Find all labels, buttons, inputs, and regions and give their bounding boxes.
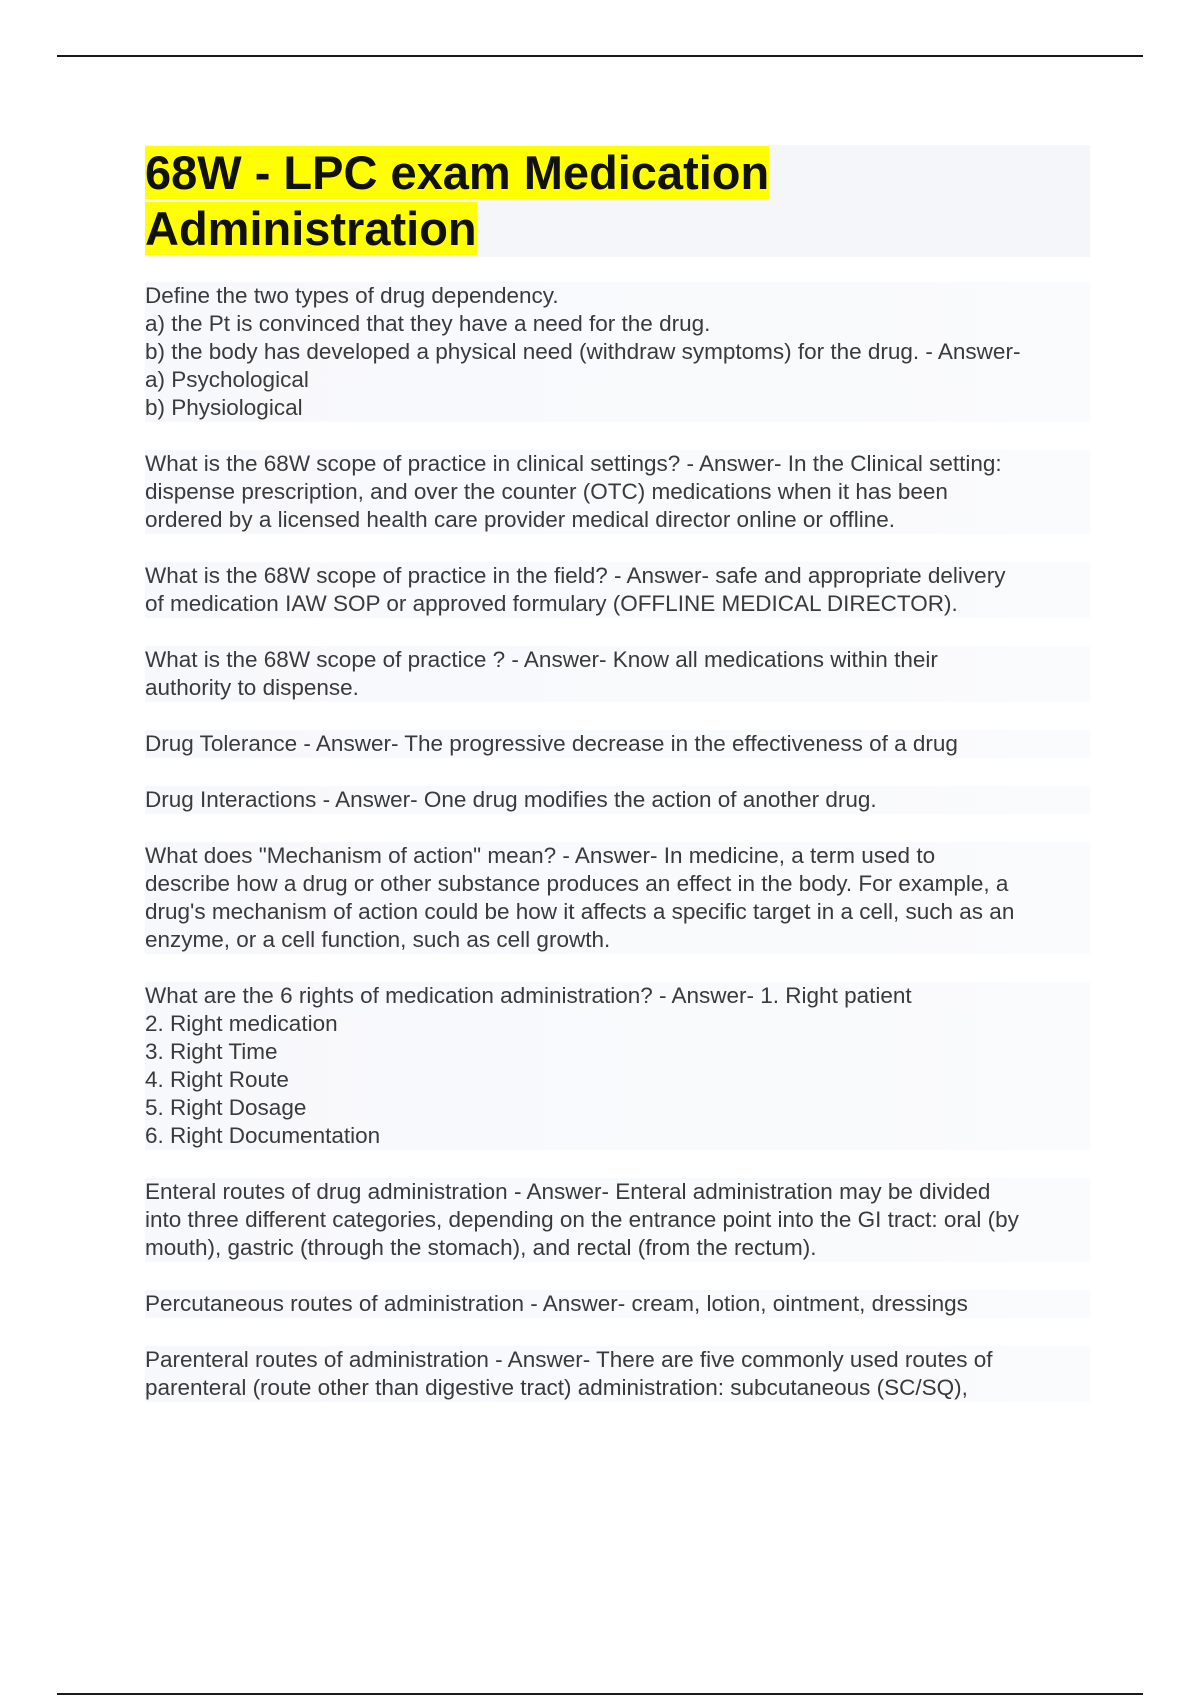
qa-entry-scope-practice: What is the 68W scope of practice ? - Answer- Know all medications within their authority to dispense. <box>145 646 1090 702</box>
qa-entry-scope-clinical: What is the 68W scope of practice in clinical settings? - Answer- In the Clinical setting: dispense prescription, and over the counter (OTC) medications when it has been ordered by a licensed health care provider medical director online or offline. <box>145 450 1090 534</box>
document-page <box>145 145 1090 1430</box>
qa-entry-enteral-routes: Enteral routes of drug administration - Answer- Enteral administration may be divided into three different categories, depending on the entrance point into the GI tract: oral (by mouth), gastric (through the stomach), and rectal (from the rectum). <box>145 1178 1090 1262</box>
qa-entry-drug-tolerance: Drug Tolerance - Answer- The progressive decrease in the effectiveness of a drug <box>145 730 1090 758</box>
qa-entry-parenteral-routes: Parenteral routes of administration - Answer- There are five commonly used routes of parenteral (route other than digestive tract) administration: subcutaneous (SC/SQ), <box>145 1346 1090 1402</box>
page-title <box>145 145 1090 257</box>
qa-entry-mechanism-of-action: What does "Mechanism of action" mean? - Answer- In medicine, a term used to describe how a drug or other substance produces an effect in the body. For example, a drug's mechanism of action could be how it affects a specific target in a cell, such as an enzyme, or a cell function, such as cell growth. <box>145 842 1090 954</box>
qa-entry-drug-interactions: Drug Interactions - Answer- One drug modifies the action of another drug. <box>145 786 1090 814</box>
top-rule <box>57 55 1143 57</box>
qa-entry-six-rights: What are the 6 rights of medication administration? - Answer- 1. Right patient 2. Right medication 3. Right Time 4. Right Route 5. Right Dosage 6. Right Documentation <box>145 982 1090 1150</box>
qa-entry-percutaneous-routes: Percutaneous routes of administration - Answer- cream, lotion, ointment, dressings <box>145 1290 1090 1318</box>
qa-entry-drug-dependency: Define the two types of drug dependency. a) the Pt is convinced that they have a need for the drug. b) the body has developed a physical need (withdraw symptoms) for the drug. - Answer- a) Psychological b) Physiological <box>145 282 1090 422</box>
title-block <box>145 145 1090 257</box>
qa-entry-scope-field: What is the 68W scope of practice in the field? - Answer- safe and appropriate delivery of medication IAW SOP or approved formulary (OFFLINE MEDICAL DIRECTOR). <box>145 562 1090 618</box>
bottom-rule <box>57 1693 1143 1695</box>
highlighted-title-text: 68W - LPC exam Medication Administration <box>145 146 770 255</box>
